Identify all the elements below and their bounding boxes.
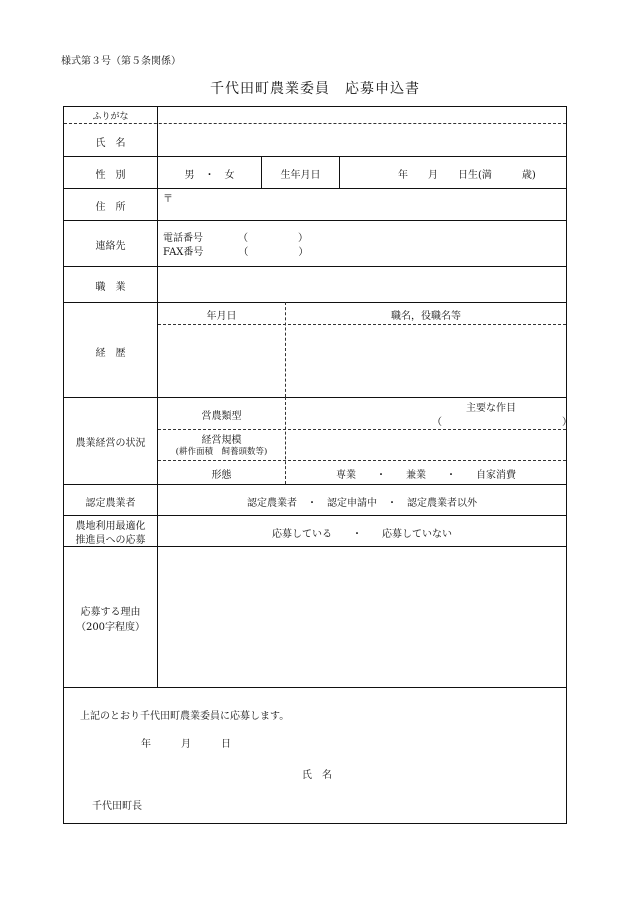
application-date: 年 月 日 [141,739,231,750]
birth-label-divider [339,156,340,188]
row-divider [64,397,566,398]
address-label: 住 所 [95,202,126,213]
farm-type-label: 営農類型 [201,411,242,422]
occupation-label: 職 業 [95,282,126,293]
certified-farmer-label: 認定農業者 [85,498,136,509]
farm-status-label: 農業経営の状況 [75,438,146,449]
row-divider [64,266,566,267]
row-divider [64,156,566,157]
reason-label-line2: （200字程度） [75,622,146,633]
farm-divider [158,429,566,430]
gender-label: 性 別 [95,170,126,181]
addressee: 千代田町長 [92,801,142,812]
farm-scale-sublabel: (耕作面積 飼養頭数等) [175,447,268,457]
row-divider [64,484,566,485]
main-crop-parentheses: （ ） [432,417,572,428]
birth-date-label: 生年月日 [280,170,321,181]
row-divider [64,302,566,303]
promoter-label-line2: 推進員への応募 [75,535,146,546]
career-label: 経 歴 [95,348,126,359]
furigana-label: ふりがな [92,112,129,122]
row-divider [64,188,566,189]
page-title: 千代田町農業委員 応募申込書 [210,81,420,97]
main-crop-label: 主要な作目 [466,403,516,414]
name-label: 氏 名 [95,138,126,149]
row-divider [64,687,566,688]
contact-label: 連絡先 [95,241,126,252]
career-position-header: 職名，役職名等 [391,311,461,322]
row-divider [64,546,566,547]
application-statement: 上記のとおり千代田町農業委員に応募します。 [80,711,290,722]
certified-farmer-options: 認定農業者 ・ 認定申請中 ・ 認定農業者以外 [247,498,477,509]
row-divider [64,515,566,516]
promoter-options: 応募している ・ 応募していない [272,529,452,540]
postal-mark: 〒 [163,194,173,205]
gender-options: 男 ・ 女 [184,170,235,181]
career-header-divider [158,324,566,325]
farm-divider [158,460,566,461]
farm-scale-label: 経営規模 [201,435,242,446]
phone-number-field: 電話番号 （ ） [163,233,308,244]
reason-label-line1: 応募する理由 [80,607,141,618]
signature-label: 氏 名 [302,770,332,781]
career-date-header: 年月日 [206,311,237,322]
form-number-label: 様式第３号（第５条関係） [61,56,181,67]
farm-form-options: 専業 ・ 兼業 ・ 自家消費 [336,470,516,481]
row-divider [64,220,566,221]
farm-form-label: 形態 [211,470,232,481]
fax-number-field: FAX番号 （ ） [163,247,309,258]
furigana-divider [64,123,566,124]
promoter-label-line1: 農地利用最適化 [75,521,146,532]
birth-date-value: 年 月 日生(満 歳) [398,170,536,181]
